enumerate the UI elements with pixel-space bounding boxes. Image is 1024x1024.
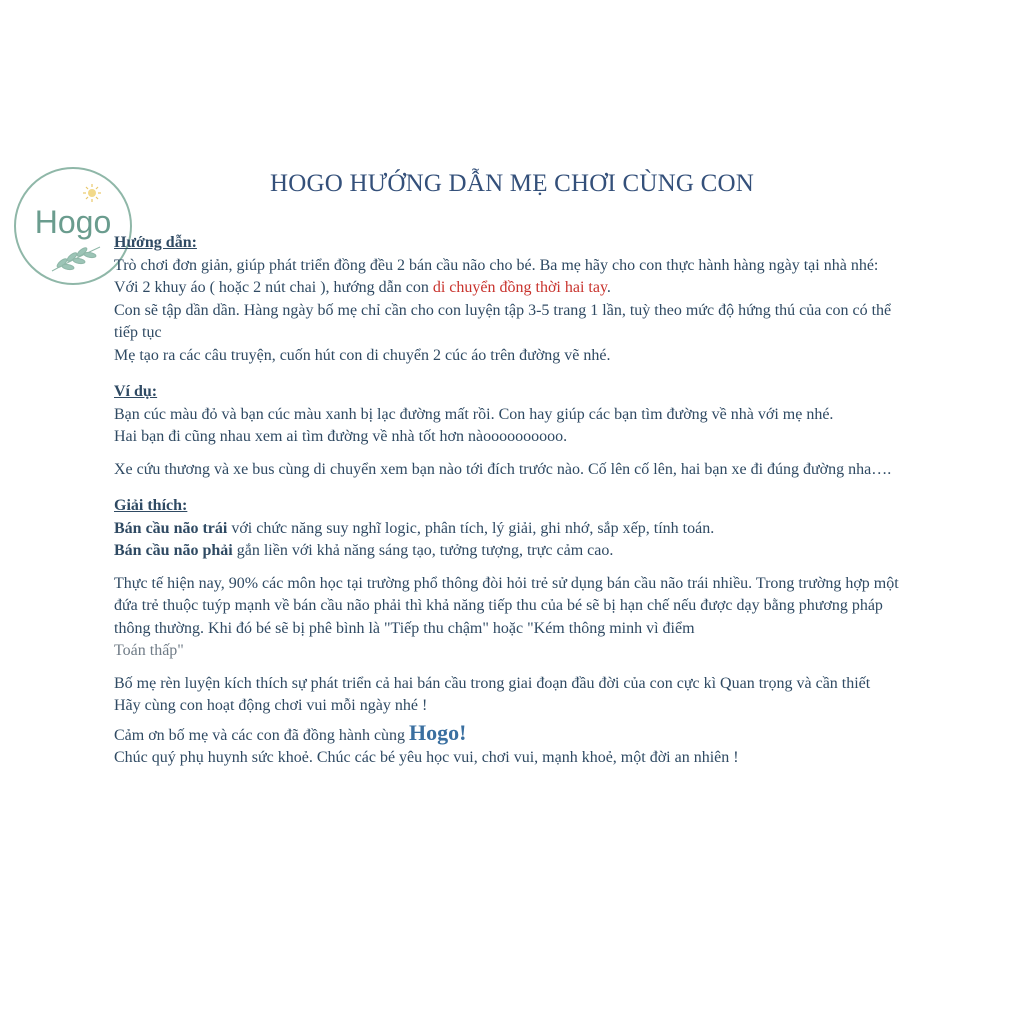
closing-line-1: Bố mẹ rèn luyện kích thích sự phát triển cả hai bán cầu trong giai đoạn đầu đời của con cực kì Quan trọng và cần thiết bbox=[114, 674, 871, 692]
closing-line-2: Hãy cùng con hoạt động chơi vui mỗi ngày nhé ! bbox=[114, 697, 428, 714]
left-brain-label: Bán cầu não trái bbox=[114, 519, 228, 537]
guide-line-3: Con sẽ tập dần dần. Hàng ngày bố mẹ chỉ cần cho con luyện tập 3-5 trang 1 lần, tuỳ theo mức độ hứng thú của con có thể tiếp tục bbox=[114, 301, 892, 341]
instructions-body bbox=[114, 232, 904, 770]
example-line-3: Xe cứu thương và xe bus cùng di chuyển xem bạn nào tới đích trước nào. Cố lên cố lên, hai bạn xe đi đúng đường nha…. bbox=[114, 460, 892, 478]
guide-line-1: Trò chơi đơn giản, giúp phát triển đồng đều 2 bán cầu não cho bé. Ba mẹ hãy cho con thực hành hàng ngày tại nhà nhé: bbox=[114, 256, 879, 274]
brand-name: Hogo! bbox=[409, 719, 467, 745]
explain-left: Bán cầu não trái với chức năng suy nghĩ logic, phân tích, lý giải, ghi nhớ, sắp xếp, tính toán. bbox=[114, 519, 715, 537]
explain-heading: Giải thích: bbox=[114, 497, 188, 514]
closing-thanks: Cảm ơn bố mẹ và các con đã đồng hành cùng Hogo! bbox=[114, 719, 467, 745]
guide-heading: Hướng dẫn: bbox=[114, 234, 197, 251]
page-title: HOGO HƯỚNG DẪN MẸ CHƠI CÙNG CON bbox=[270, 170, 754, 197]
example-heading: Ví dụ: bbox=[114, 383, 158, 400]
closing-line-4: Chúc quý phụ huynh sức khoẻ. Chúc các bé yêu học vui, chơi vui, mạnh khoẻ, một đời an nhiên ! bbox=[114, 749, 739, 766]
guide-line-4: Mẹ tạo ra các câu truyện, cuốn hút con di chuyển 2 cúc áo trên đường vẽ nhé. bbox=[114, 346, 611, 364]
guide-line-2: Với 2 khuy áo ( hoặc 2 nút chai ), hướng dẫn con di chuyển đồng thời hai tay. bbox=[114, 279, 611, 296]
explain-paragraph: Thực tế hiện nay, 90% các môn học tại trường phổ thông đòi hỏi trẻ sử dụng bán cầu não trái nhiều. Trong trường hợp một đứa trẻ thuộc tuýp mạnh về bán cầu não phải thì khả năng tiếp thu của bé sẽ bị hạn chế nếu được dạy bằng phương pháp thông thường. Khi đó bé sẽ bị phê bình là "Tiếp thu chậm" hoặc "Kém thông minh vì điểm Toán thấp" bbox=[114, 574, 899, 659]
example-line-2: Hai bạn đi cũng nhau xem ai tìm đường về nhà tốt hơn nàoooooooooo. bbox=[114, 428, 568, 445]
leaf-branch-icon bbox=[52, 246, 100, 271]
logo-text: Hogo bbox=[34, 204, 112, 240]
right-brain-label: Bán cầu não phải bbox=[114, 542, 233, 559]
explain-right: Bán cầu não phải gắn liền với khả năng sáng tạo, tưởng tượng, trực cảm cao. bbox=[114, 542, 614, 559]
example-line-1: Bạn cúc màu đỏ và bạn cúc màu xanh bị lạc đường mất rồi. Con hay giúp các bạn tìm đường về nhà với mẹ nhé. bbox=[114, 405, 834, 423]
highlight-text: di chuyển đồng thời hai tay bbox=[432, 279, 607, 296]
